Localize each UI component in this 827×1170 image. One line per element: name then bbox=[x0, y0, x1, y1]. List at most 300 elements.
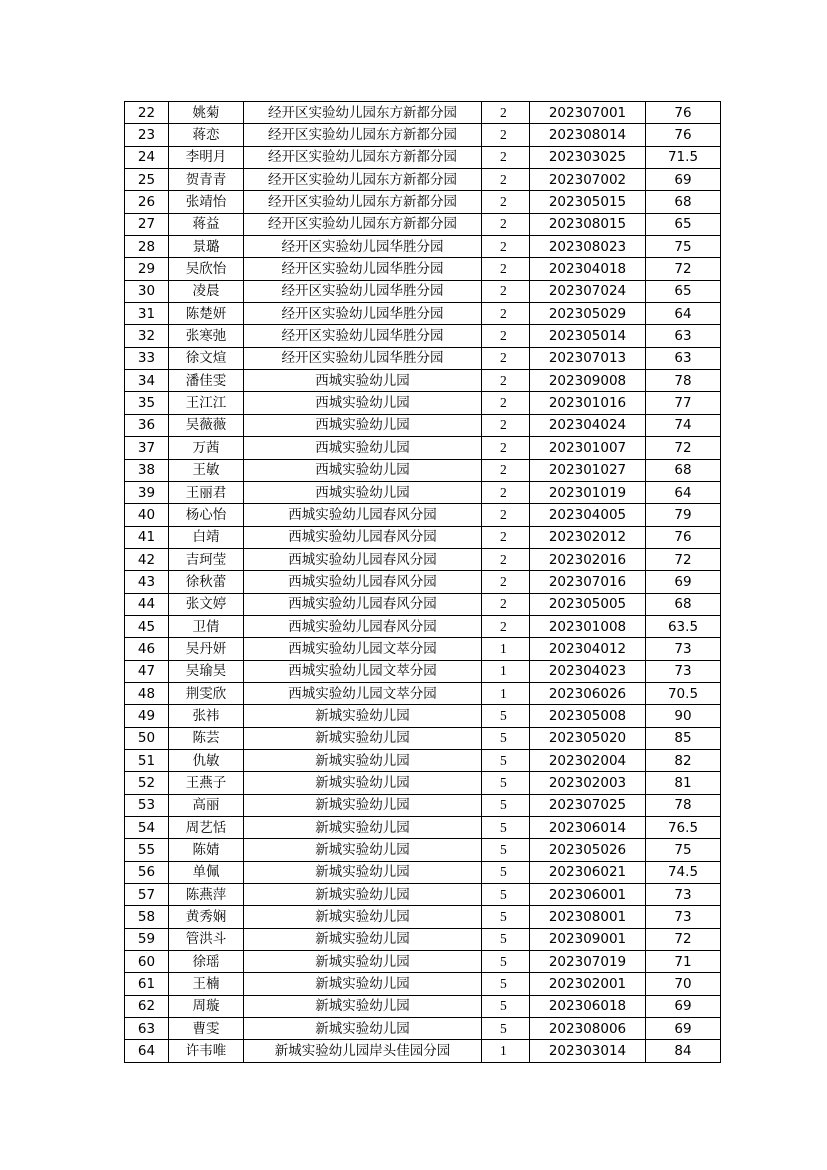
row-number-cell: 38 bbox=[125, 459, 169, 481]
positions-count-cell: 2 bbox=[482, 325, 530, 347]
table-row bbox=[125, 682, 721, 704]
score-cell: 68 bbox=[646, 459, 721, 481]
positions-count-cell: 1 bbox=[482, 660, 530, 682]
table-row bbox=[125, 347, 721, 369]
table-row bbox=[125, 325, 721, 347]
exam-number-cell: 202307013 bbox=[530, 347, 646, 369]
positions-count-cell: 5 bbox=[482, 906, 530, 928]
score-cell: 74 bbox=[646, 414, 721, 436]
hiring-unit-cell: 新城实验幼儿园 bbox=[244, 817, 482, 839]
score-cell: 75 bbox=[646, 839, 721, 861]
row-number-cell: 27 bbox=[125, 213, 169, 235]
score-cell: 72 bbox=[646, 928, 721, 950]
row-number-cell: 32 bbox=[125, 325, 169, 347]
score-cell: 73 bbox=[646, 906, 721, 928]
positions-count-cell: 2 bbox=[482, 481, 530, 503]
row-number-cell: 63 bbox=[125, 1018, 169, 1040]
hiring-unit-cell: 西城实验幼儿园春风分园 bbox=[244, 571, 482, 593]
exam-number-cell: 202306001 bbox=[530, 884, 646, 906]
hiring-unit-cell: 新城实验幼儿园 bbox=[244, 1018, 482, 1040]
score-cell: 64 bbox=[646, 481, 721, 503]
candidate-name-cell: 姚菊 bbox=[169, 102, 244, 124]
score-cell: 75 bbox=[646, 236, 721, 258]
score-cell: 77 bbox=[646, 392, 721, 414]
hiring-unit-cell: 西城实验幼儿园 bbox=[244, 437, 482, 459]
row-number-cell: 29 bbox=[125, 258, 169, 280]
table-row bbox=[125, 951, 721, 973]
exam-number-cell: 202301027 bbox=[530, 459, 646, 481]
row-number-cell: 61 bbox=[125, 973, 169, 995]
candidate-name-cell: 单佩 bbox=[169, 861, 244, 883]
exam-number-cell: 202301016 bbox=[530, 392, 646, 414]
score-cell: 76 bbox=[646, 102, 721, 124]
positions-count-cell: 5 bbox=[482, 749, 530, 771]
table-row bbox=[125, 660, 721, 682]
exam-number-cell: 202308014 bbox=[530, 124, 646, 146]
score-cell: 69 bbox=[646, 1018, 721, 1040]
exam-number-cell: 202305015 bbox=[530, 191, 646, 213]
score-cell: 71 bbox=[646, 951, 721, 973]
exam-number-cell: 202307001 bbox=[530, 102, 646, 124]
hiring-unit-cell: 经开区实验幼儿园华胜分园 bbox=[244, 258, 482, 280]
table-row bbox=[125, 973, 721, 995]
row-number-cell: 43 bbox=[125, 571, 169, 593]
table-row bbox=[125, 548, 721, 570]
positions-count-cell: 2 bbox=[482, 347, 530, 369]
hiring-unit-cell: 经开区实验幼儿园华胜分园 bbox=[244, 236, 482, 258]
score-cell: 72 bbox=[646, 437, 721, 459]
row-number-cell: 49 bbox=[125, 705, 169, 727]
positions-count-cell: 5 bbox=[482, 705, 530, 727]
hiring-unit-cell: 新城实验幼儿园 bbox=[244, 839, 482, 861]
exam-number-cell: 202302001 bbox=[530, 973, 646, 995]
candidate-name-cell: 白靖 bbox=[169, 526, 244, 548]
exam-number-cell: 202305005 bbox=[530, 593, 646, 615]
hiring-unit-cell: 经开区实验幼儿园东方新都分园 bbox=[244, 213, 482, 235]
score-cell: 74.5 bbox=[646, 861, 721, 883]
results-table bbox=[124, 101, 721, 1063]
exam-number-cell: 202309008 bbox=[530, 370, 646, 392]
row-number-cell: 57 bbox=[125, 884, 169, 906]
score-cell: 73 bbox=[646, 660, 721, 682]
score-cell: 63 bbox=[646, 347, 721, 369]
exam-number-cell: 202308006 bbox=[530, 1018, 646, 1040]
positions-count-cell: 2 bbox=[482, 236, 530, 258]
score-cell: 76 bbox=[646, 526, 721, 548]
table-row bbox=[125, 571, 721, 593]
candidate-name-cell: 管洪斗 bbox=[169, 928, 244, 950]
positions-count-cell: 5 bbox=[482, 772, 530, 794]
hiring-unit-cell: 西城实验幼儿园春风分园 bbox=[244, 526, 482, 548]
table-row bbox=[125, 146, 721, 168]
hiring-unit-cell: 经开区实验幼儿园东方新都分园 bbox=[244, 102, 482, 124]
hiring-unit-cell: 经开区实验幼儿园东方新都分园 bbox=[244, 124, 482, 146]
score-cell: 69 bbox=[646, 169, 721, 191]
hiring-unit-cell: 经开区实验幼儿园华胜分园 bbox=[244, 325, 482, 347]
candidate-name-cell: 吴薇薇 bbox=[169, 414, 244, 436]
hiring-unit-cell: 西城实验幼儿园春风分园 bbox=[244, 504, 482, 526]
hiring-unit-cell: 新城实验幼儿园 bbox=[244, 861, 482, 883]
candidate-name-cell: 张祎 bbox=[169, 705, 244, 727]
exam-number-cell: 202305020 bbox=[530, 727, 646, 749]
table-row bbox=[125, 615, 721, 637]
score-cell: 81 bbox=[646, 772, 721, 794]
row-number-cell: 31 bbox=[125, 303, 169, 325]
positions-count-cell: 5 bbox=[482, 928, 530, 950]
positions-count-cell: 2 bbox=[482, 392, 530, 414]
positions-count-cell: 5 bbox=[482, 794, 530, 816]
score-cell: 68 bbox=[646, 191, 721, 213]
exam-number-cell: 202304005 bbox=[530, 504, 646, 526]
positions-count-cell: 1 bbox=[482, 1040, 530, 1062]
hiring-unit-cell: 西城实验幼儿园 bbox=[244, 481, 482, 503]
positions-count-cell: 2 bbox=[482, 548, 530, 570]
candidate-name-cell: 杨心怡 bbox=[169, 504, 244, 526]
row-number-cell: 47 bbox=[125, 660, 169, 682]
positions-count-cell: 5 bbox=[482, 973, 530, 995]
score-cell: 73 bbox=[646, 638, 721, 660]
score-cell: 71.5 bbox=[646, 146, 721, 168]
candidate-name-cell: 高丽 bbox=[169, 794, 244, 816]
candidate-name-cell: 卫倩 bbox=[169, 615, 244, 637]
row-number-cell: 36 bbox=[125, 414, 169, 436]
row-number-cell: 39 bbox=[125, 481, 169, 503]
exam-number-cell: 202305029 bbox=[530, 303, 646, 325]
exam-number-cell: 202308001 bbox=[530, 906, 646, 928]
row-number-cell: 41 bbox=[125, 526, 169, 548]
positions-count-cell: 5 bbox=[482, 951, 530, 973]
row-number-cell: 60 bbox=[125, 951, 169, 973]
hiring-unit-cell: 新城实验幼儿园 bbox=[244, 951, 482, 973]
hiring-unit-cell: 西城实验幼儿园 bbox=[244, 459, 482, 481]
score-cell: 72 bbox=[646, 258, 721, 280]
candidate-name-cell: 徐文煊 bbox=[169, 347, 244, 369]
row-number-cell: 64 bbox=[125, 1040, 169, 1062]
score-cell: 82 bbox=[646, 749, 721, 771]
table-row bbox=[125, 504, 721, 526]
table-row bbox=[125, 1040, 721, 1062]
hiring-unit-cell: 新城实验幼儿园 bbox=[244, 772, 482, 794]
table-row bbox=[125, 191, 721, 213]
hiring-unit-cell: 经开区实验幼儿园东方新都分园 bbox=[244, 146, 482, 168]
positions-count-cell: 2 bbox=[482, 370, 530, 392]
positions-count-cell: 5 bbox=[482, 1018, 530, 1040]
hiring-unit-cell: 西城实验幼儿园春风分园 bbox=[244, 615, 482, 637]
row-number-cell: 23 bbox=[125, 124, 169, 146]
positions-count-cell: 2 bbox=[482, 526, 530, 548]
table-row bbox=[125, 392, 721, 414]
positions-count-cell: 2 bbox=[482, 258, 530, 280]
candidate-name-cell: 陈芸 bbox=[169, 727, 244, 749]
exam-number-cell: 202307019 bbox=[530, 951, 646, 973]
exam-number-cell: 202306014 bbox=[530, 817, 646, 839]
table-row bbox=[125, 749, 721, 771]
row-number-cell: 34 bbox=[125, 370, 169, 392]
hiring-unit-cell: 新城实验幼儿园 bbox=[244, 906, 482, 928]
positions-count-cell: 2 bbox=[482, 124, 530, 146]
table-row bbox=[125, 727, 721, 749]
positions-count-cell: 2 bbox=[482, 593, 530, 615]
score-cell: 79 bbox=[646, 504, 721, 526]
table-row bbox=[125, 705, 721, 727]
results-table-body bbox=[125, 102, 721, 1063]
positions-count-cell: 2 bbox=[482, 437, 530, 459]
hiring-unit-cell: 经开区实验幼儿园东方新都分园 bbox=[244, 191, 482, 213]
candidate-name-cell: 荆雯欣 bbox=[169, 682, 244, 704]
score-cell: 64 bbox=[646, 303, 721, 325]
positions-count-cell: 2 bbox=[482, 571, 530, 593]
score-cell: 65 bbox=[646, 213, 721, 235]
candidate-name-cell: 黄秀娴 bbox=[169, 906, 244, 928]
hiring-unit-cell: 经开区实验幼儿园华胜分园 bbox=[244, 280, 482, 302]
table-row bbox=[125, 995, 721, 1017]
positions-count-cell: 5 bbox=[482, 884, 530, 906]
row-number-cell: 54 bbox=[125, 817, 169, 839]
exam-number-cell: 202307024 bbox=[530, 280, 646, 302]
positions-count-cell: 2 bbox=[482, 504, 530, 526]
exam-number-cell: 202302012 bbox=[530, 526, 646, 548]
row-number-cell: 30 bbox=[125, 280, 169, 302]
exam-number-cell: 202307025 bbox=[530, 794, 646, 816]
hiring-unit-cell: 西城实验幼儿园文萃分园 bbox=[244, 682, 482, 704]
row-number-cell: 22 bbox=[125, 102, 169, 124]
score-cell: 78 bbox=[646, 370, 721, 392]
exam-number-cell: 202303025 bbox=[530, 146, 646, 168]
row-number-cell: 53 bbox=[125, 794, 169, 816]
hiring-unit-cell: 经开区实验幼儿园东方新都分园 bbox=[244, 169, 482, 191]
exam-number-cell: 202304023 bbox=[530, 660, 646, 682]
row-number-cell: 46 bbox=[125, 638, 169, 660]
row-number-cell: 25 bbox=[125, 169, 169, 191]
positions-count-cell: 5 bbox=[482, 817, 530, 839]
row-number-cell: 44 bbox=[125, 593, 169, 615]
score-cell: 85 bbox=[646, 727, 721, 749]
positions-count-cell: 2 bbox=[482, 191, 530, 213]
candidate-name-cell: 凌晨 bbox=[169, 280, 244, 302]
hiring-unit-cell: 新城实验幼儿园 bbox=[244, 794, 482, 816]
candidate-name-cell: 王丽君 bbox=[169, 481, 244, 503]
candidate-name-cell: 王敏 bbox=[169, 459, 244, 481]
table-row bbox=[125, 102, 721, 124]
table-row bbox=[125, 1018, 721, 1040]
exam-number-cell: 202307016 bbox=[530, 571, 646, 593]
exam-number-cell: 202307002 bbox=[530, 169, 646, 191]
score-cell: 76.5 bbox=[646, 817, 721, 839]
table-row bbox=[125, 794, 721, 816]
table-row bbox=[125, 169, 721, 191]
table-row bbox=[125, 638, 721, 660]
candidate-name-cell: 景璐 bbox=[169, 236, 244, 258]
row-number-cell: 42 bbox=[125, 548, 169, 570]
hiring-unit-cell: 西城实验幼儿园文萃分园 bbox=[244, 660, 482, 682]
candidate-name-cell: 王楠 bbox=[169, 973, 244, 995]
positions-count-cell: 2 bbox=[482, 459, 530, 481]
candidate-name-cell: 徐秋蕾 bbox=[169, 571, 244, 593]
row-number-cell: 59 bbox=[125, 928, 169, 950]
row-number-cell: 40 bbox=[125, 504, 169, 526]
hiring-unit-cell: 西城实验幼儿园 bbox=[244, 414, 482, 436]
exam-number-cell: 202303014 bbox=[530, 1040, 646, 1062]
hiring-unit-cell: 西城实验幼儿园 bbox=[244, 370, 482, 392]
candidate-name-cell: 张靖怡 bbox=[169, 191, 244, 213]
exam-number-cell: 202306026 bbox=[530, 682, 646, 704]
row-number-cell: 24 bbox=[125, 146, 169, 168]
positions-count-cell: 1 bbox=[482, 682, 530, 704]
score-cell: 69 bbox=[646, 995, 721, 1017]
hiring-unit-cell: 西城实验幼儿园春风分园 bbox=[244, 548, 482, 570]
table-row bbox=[125, 772, 721, 794]
exam-number-cell: 202304024 bbox=[530, 414, 646, 436]
score-cell: 78 bbox=[646, 794, 721, 816]
exam-number-cell: 202304018 bbox=[530, 258, 646, 280]
score-cell: 68 bbox=[646, 593, 721, 615]
candidate-name-cell: 李明月 bbox=[169, 146, 244, 168]
table-row bbox=[125, 370, 721, 392]
exam-number-cell: 202302003 bbox=[530, 772, 646, 794]
row-number-cell: 51 bbox=[125, 749, 169, 771]
candidate-name-cell: 吉珂莹 bbox=[169, 548, 244, 570]
hiring-unit-cell: 经开区实验幼儿园华胜分园 bbox=[244, 303, 482, 325]
row-number-cell: 37 bbox=[125, 437, 169, 459]
positions-count-cell: 2 bbox=[482, 102, 530, 124]
candidate-name-cell: 张寒弛 bbox=[169, 325, 244, 347]
row-number-cell: 33 bbox=[125, 347, 169, 369]
hiring-unit-cell: 西城实验幼儿园 bbox=[244, 392, 482, 414]
candidate-name-cell: 贺青青 bbox=[169, 169, 244, 191]
candidate-name-cell: 周艺恬 bbox=[169, 817, 244, 839]
table-row bbox=[125, 593, 721, 615]
candidate-name-cell: 曹雯 bbox=[169, 1018, 244, 1040]
exam-number-cell: 202308023 bbox=[530, 236, 646, 258]
score-cell: 90 bbox=[646, 705, 721, 727]
score-cell: 72 bbox=[646, 548, 721, 570]
table-row bbox=[125, 236, 721, 258]
hiring-unit-cell: 新城实验幼儿园 bbox=[244, 727, 482, 749]
candidate-name-cell: 王江江 bbox=[169, 392, 244, 414]
exam-number-cell: 202301019 bbox=[530, 481, 646, 503]
exam-number-cell: 202306021 bbox=[530, 861, 646, 883]
candidate-name-cell: 陈婧 bbox=[169, 839, 244, 861]
score-cell: 70 bbox=[646, 973, 721, 995]
table-row bbox=[125, 303, 721, 325]
positions-count-cell: 5 bbox=[482, 727, 530, 749]
exam-number-cell: 202301008 bbox=[530, 615, 646, 637]
candidate-name-cell: 王燕子 bbox=[169, 772, 244, 794]
row-number-cell: 58 bbox=[125, 906, 169, 928]
exam-number-cell: 202309001 bbox=[530, 928, 646, 950]
table-row bbox=[125, 526, 721, 548]
candidate-name-cell: 仇敏 bbox=[169, 749, 244, 771]
table-row bbox=[125, 906, 721, 928]
candidate-name-cell: 周璇 bbox=[169, 995, 244, 1017]
positions-count-cell: 5 bbox=[482, 995, 530, 1017]
exam-number-cell: 202308015 bbox=[530, 213, 646, 235]
table-row bbox=[125, 280, 721, 302]
candidate-name-cell: 陈燕萍 bbox=[169, 884, 244, 906]
exam-number-cell: 202305026 bbox=[530, 839, 646, 861]
score-cell: 69 bbox=[646, 571, 721, 593]
row-number-cell: 52 bbox=[125, 772, 169, 794]
table-row bbox=[125, 884, 721, 906]
candidate-name-cell: 许韦唯 bbox=[169, 1040, 244, 1062]
hiring-unit-cell: 西城实验幼儿园文萃分园 bbox=[244, 638, 482, 660]
hiring-unit-cell: 新城实验幼儿园 bbox=[244, 995, 482, 1017]
hiring-unit-cell: 经开区实验幼儿园华胜分园 bbox=[244, 347, 482, 369]
exam-number-cell: 202301007 bbox=[530, 437, 646, 459]
exam-number-cell: 202302016 bbox=[530, 548, 646, 570]
table-row bbox=[125, 481, 721, 503]
candidate-name-cell: 张文婷 bbox=[169, 593, 244, 615]
positions-count-cell: 5 bbox=[482, 861, 530, 883]
table-row bbox=[125, 839, 721, 861]
positions-count-cell: 2 bbox=[482, 615, 530, 637]
exam-number-cell: 202305008 bbox=[530, 705, 646, 727]
exam-number-cell: 202304012 bbox=[530, 638, 646, 660]
table-row bbox=[125, 124, 721, 146]
table-row bbox=[125, 459, 721, 481]
row-number-cell: 28 bbox=[125, 236, 169, 258]
positions-count-cell: 5 bbox=[482, 839, 530, 861]
hiring-unit-cell: 新城实验幼儿园 bbox=[244, 884, 482, 906]
table-row bbox=[125, 437, 721, 459]
exam-number-cell: 202306018 bbox=[530, 995, 646, 1017]
score-cell: 84 bbox=[646, 1040, 721, 1062]
table-row bbox=[125, 213, 721, 235]
exam-number-cell: 202305014 bbox=[530, 325, 646, 347]
hiring-unit-cell: 新城实验幼儿园 bbox=[244, 705, 482, 727]
table-row bbox=[125, 414, 721, 436]
table-row bbox=[125, 928, 721, 950]
positions-count-cell: 1 bbox=[482, 638, 530, 660]
candidate-name-cell: 徐瑶 bbox=[169, 951, 244, 973]
row-number-cell: 56 bbox=[125, 861, 169, 883]
score-cell: 63.5 bbox=[646, 615, 721, 637]
positions-count-cell: 2 bbox=[482, 414, 530, 436]
row-number-cell: 48 bbox=[125, 682, 169, 704]
score-cell: 65 bbox=[646, 280, 721, 302]
hiring-unit-cell: 新城实验幼儿园 bbox=[244, 973, 482, 995]
hiring-unit-cell: 新城实验幼儿园 bbox=[244, 749, 482, 771]
positions-count-cell: 2 bbox=[482, 303, 530, 325]
row-number-cell: 26 bbox=[125, 191, 169, 213]
row-number-cell: 45 bbox=[125, 615, 169, 637]
candidate-name-cell: 万茜 bbox=[169, 437, 244, 459]
positions-count-cell: 2 bbox=[482, 146, 530, 168]
table-row bbox=[125, 817, 721, 839]
positions-count-cell: 2 bbox=[482, 280, 530, 302]
table-row bbox=[125, 258, 721, 280]
score-cell: 73 bbox=[646, 884, 721, 906]
row-number-cell: 62 bbox=[125, 995, 169, 1017]
row-number-cell: 35 bbox=[125, 392, 169, 414]
candidate-name-cell: 吴瑜昊 bbox=[169, 660, 244, 682]
score-cell: 76 bbox=[646, 124, 721, 146]
exam-number-cell: 202302004 bbox=[530, 749, 646, 771]
positions-count-cell: 2 bbox=[482, 169, 530, 191]
candidate-name-cell: 陈楚妍 bbox=[169, 303, 244, 325]
candidate-name-cell: 吴丹妍 bbox=[169, 638, 244, 660]
table-row bbox=[125, 861, 721, 883]
candidate-name-cell: 蒋益 bbox=[169, 213, 244, 235]
hiring-unit-cell: 西城实验幼儿园春风分园 bbox=[244, 593, 482, 615]
candidate-name-cell: 蒋恋 bbox=[169, 124, 244, 146]
row-number-cell: 50 bbox=[125, 727, 169, 749]
candidate-name-cell: 吴欣怡 bbox=[169, 258, 244, 280]
score-cell: 70.5 bbox=[646, 682, 721, 704]
positions-count-cell: 2 bbox=[482, 213, 530, 235]
hiring-unit-cell: 新城实验幼儿园岸头佳园分园 bbox=[244, 1040, 482, 1062]
score-cell: 63 bbox=[646, 325, 721, 347]
